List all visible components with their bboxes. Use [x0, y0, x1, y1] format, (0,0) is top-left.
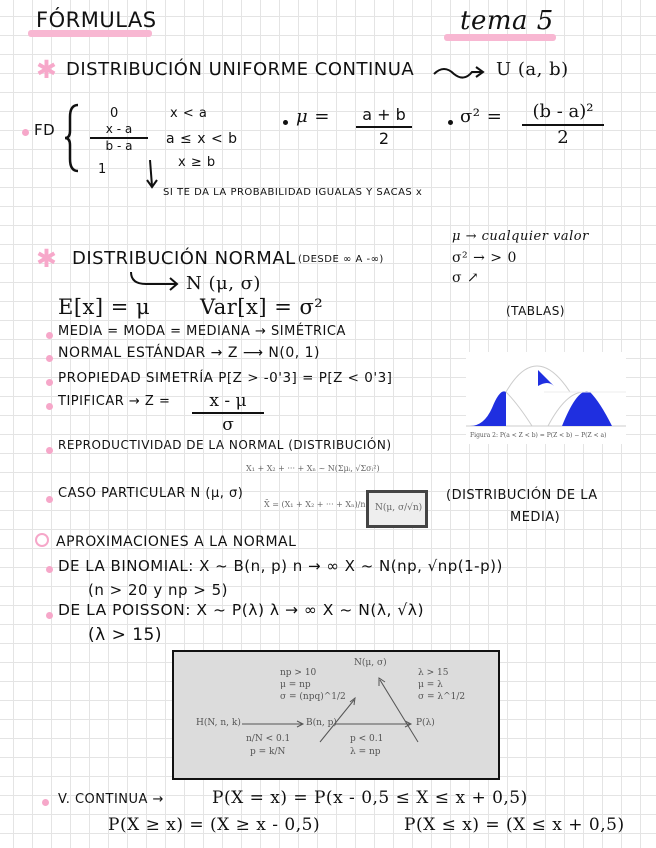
normal-curves-chart: [466, 352, 626, 432]
side-note-sigma: σ ↗: [452, 270, 480, 286]
bullet: [283, 120, 288, 125]
page-title: FÓRMULAS: [36, 8, 157, 32]
piece-2-fraction: [90, 122, 148, 154]
variance-lhs: σ² =: [460, 106, 503, 127]
binomial-conditions: (n > 20 y np > 5): [88, 581, 228, 599]
normal-heading: DISTRIBUCIÓN NORMAL: [72, 248, 296, 269]
mean-numerator: a + b: [356, 104, 412, 128]
normal-range: (DESDE ∞ A -∞): [298, 254, 384, 265]
bullet: [46, 496, 53, 503]
piece-1-condition: x < a: [170, 106, 208, 121]
normal-figure: [466, 352, 626, 444]
side-note-sigma2: σ² → > 0: [452, 250, 517, 266]
caso-particular-label: CASO PARTICULAR N (μ, σ): [58, 486, 244, 501]
fd-label: FD: [34, 121, 56, 139]
approx-heading: APROXIMACIONES A LA NORMAL: [56, 534, 297, 550]
diagram-hypergeometric-node: H(N, n, k): [196, 718, 241, 728]
hook-arrow-icon: [128, 270, 184, 292]
bullet: [46, 332, 53, 339]
topic-label: tema 5: [460, 6, 554, 36]
diagram-right-cond-3: σ = λ^1/2: [418, 692, 466, 702]
bullet: [46, 403, 53, 410]
bullet: [46, 566, 53, 573]
tipificar-numerator: x - μ: [192, 390, 264, 414]
diagram-hb-cond-1: n/N < 0.1: [246, 734, 291, 744]
continuity-eq-1: P(X = x) = P(x - 0,5 ≤ X ≤ x + 0,5): [212, 788, 528, 808]
bullet: [46, 379, 53, 386]
bullet: [448, 120, 453, 125]
variance-fraction: [522, 100, 604, 150]
uniform-note: SI TE DA LA PROBABILIDAD IGUALAS Y SACAS x: [163, 187, 423, 198]
diagram-normal-node: N(μ, σ): [354, 658, 387, 668]
star-icon: ✱: [36, 244, 57, 273]
piecewise-brace: [63, 103, 81, 173]
mean-lhs: μ =: [296, 106, 331, 127]
continuity-eq-2: P(X ≥ x) = (X ≥ x - 0,5): [108, 815, 321, 835]
side-note-mu: μ → cualquier valor: [452, 229, 589, 244]
bullet: [42, 799, 49, 806]
uniform-heading: DISTRIBUCIÓN UNIFORME CONTINUA: [66, 59, 415, 80]
symmetry-property: PROPIEDAD SIMETRÍA P[Z > -0'3] = P[Z < 0'3]: [58, 370, 393, 386]
tipificar-label: TIPIFICAR → Z =: [58, 394, 171, 409]
diagram-bp-cond-1: p < 0.1: [350, 734, 384, 744]
bullet: [46, 612, 53, 619]
poisson-approx: DE LA POISSON: X ~ P(λ) λ → ∞ X ~ N(λ, √λ): [58, 601, 424, 619]
mean-formula: X̄ = (X₁ + X₂ + ··· + Xₙ)/n: [264, 500, 366, 509]
variance-numerator: (b - a)²: [522, 100, 604, 126]
binomial-approx: DE LA BINOMIAL: X ~ B(n, p) n → ∞ X ~ N(np, √np(1-p)): [58, 557, 503, 575]
bullet: [46, 355, 53, 362]
caso-note-line-2: MEDIA): [510, 510, 561, 525]
circle-bullet-icon: [35, 533, 49, 547]
mean-distribution-box: [366, 490, 428, 528]
variance-denominator: 2: [557, 127, 569, 148]
diagram-arrows: [174, 652, 498, 778]
tipificar-fraction: [192, 390, 264, 436]
uniform-notation: U (a, b): [496, 59, 569, 80]
star-icon: ✱: [36, 55, 57, 84]
piece-2-denominator: b - a: [105, 139, 133, 153]
mean-distribution-text: N(μ, σ/√n): [375, 503, 423, 513]
mean-denominator: 2: [378, 129, 390, 148]
piece-3-value: 1: [98, 162, 107, 177]
diagram-binomial-node: B(n, p): [306, 718, 337, 728]
figure-caption: Figura 2: P(a < Z < b) = P(Z < b) − P(Z < a): [470, 432, 607, 439]
caso-note-line-1: (DISTRIBUCIÓN DE LA: [446, 488, 598, 503]
piece-2-condition: a ≤ x < b: [166, 131, 238, 147]
diagram-hb-cond-2: p = k/N: [250, 747, 286, 757]
mean-fraction: [356, 104, 412, 150]
reproductividad-label: REPRODUCTIVIDAD DE LA NORMAL (DISTRIBUCIÓN): [58, 438, 392, 452]
wavy-arrow-icon: [432, 64, 488, 80]
normal-notation: N (μ, σ): [186, 273, 261, 294]
bullet: [22, 129, 29, 136]
diagram-bp-cond-2: λ = np: [350, 747, 381, 757]
normal-standard: NORMAL ESTÁNDAR → Z ⟶ N(0, 1): [58, 345, 321, 361]
bullet: [46, 447, 53, 454]
diagram-right-cond-1: λ > 15: [418, 668, 449, 678]
piece-2-numerator: x - a: [90, 122, 148, 139]
variance-formula: Var[x] = σ²: [200, 295, 324, 319]
approx-diagram: [172, 650, 500, 780]
expectation-formula: E[x] = μ: [58, 295, 151, 319]
sum-formula: X₁ + X₂ + ··· + Xₙ ~ N(Σμᵢ, √Σσᵢ²): [246, 464, 380, 473]
diagram-left-cond-2: μ = np: [280, 680, 311, 690]
media-moda-mediana: MEDIA = MODA = MEDIANA → SIMÉTRICA: [58, 324, 346, 339]
tables-note: (TABLAS): [506, 304, 565, 318]
continuity-eq-3: P(X ≤ x) = (X ≤ x + 0,5): [404, 815, 625, 835]
piece-3-condition: x ≥ b: [178, 155, 216, 170]
diagram-right-cond-2: μ = λ: [418, 680, 443, 690]
poisson-conditions: (λ > 15): [88, 625, 163, 645]
diagram-poisson-node: P(λ): [416, 718, 435, 728]
down-arrow-icon: [144, 160, 160, 190]
continuity-label: V. CONTINUA →: [58, 792, 164, 807]
diagram-left-cond-3: σ = (npq)^1/2: [280, 692, 346, 702]
piece-1-value: 0: [110, 106, 119, 121]
tipificar-denominator: σ: [222, 415, 234, 435]
diagram-left-cond-1: np > 10: [280, 668, 317, 678]
